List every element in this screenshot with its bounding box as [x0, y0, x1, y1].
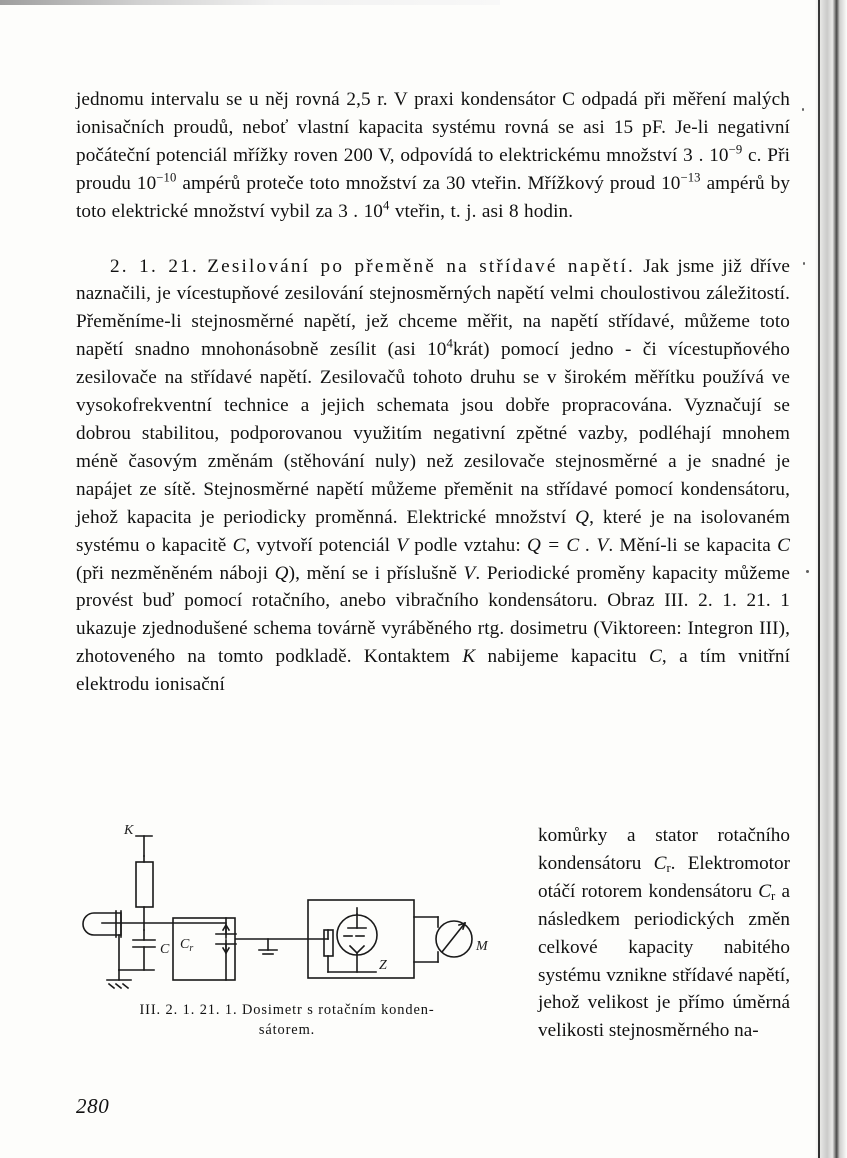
caption-line-2: sátorem.	[258, 1022, 316, 1038]
label-capacitor-C: C	[160, 942, 170, 957]
body-run: , a tím vnitřní elektrodu ionisační	[76, 646, 790, 696]
exponent: −9	[728, 142, 743, 157]
variable-Cr: C	[653, 852, 667, 874]
label-rotary-capacitor-Cr: $C_r$	[180, 937, 194, 954]
variable-C: C	[232, 534, 246, 556]
earth-hatch	[109, 984, 114, 988]
body-run: a následkem periodických změn celkové kapacity nabitého systému vznikne střídavé napětí, jehož velikost je přímo úměrná velikosti stejnosměrného na-	[538, 880, 790, 1042]
variable-C: C	[777, 534, 790, 556]
variable-Cr: C	[758, 880, 771, 902]
variable-Cr-subscript: r	[666, 860, 671, 875]
text-line: 200 V, odpovídá to elektrickému množství 3 . 10	[343, 144, 729, 166]
figure-and-wrapped-text	[76, 822, 790, 1084]
exponent: −13	[680, 170, 701, 185]
body-run: krát) pomocí jedno - či vícestupňového zesilovače na střídavé napětí. Zesilovačů tohoto druhu se v širokém měřítku používá ve vysokofrekventní technice a jejich schemata jsou dobře propracována. Vyznačují se dobrou stabilitou, podporovanou využitím negativní zpětné vazby, podléhají mnohem méně časovým změnám (stěhování nuly) než zesilovače stejnosměrné a je snadné je napájet ze sítě. Stejnosměrné napětí můžeme přeměnit na střídavé pomocí kondensátoru, jehož kapacita je periodicky proměnná. Elektrické množství	[76, 339, 790, 528]
scan-top-edge-artifact	[0, 0, 500, 5]
section-number: 2. 1. 21.	[110, 255, 199, 277]
variable-V: V	[463, 562, 476, 584]
body-run: . Periodické proměny kapacity můžeme provést buď pomocí rotačního, anebo vibračního kondensátoru. Obraz III. 2. 1. 21. 1 ukazuje zjednodušené schema továrně vyráběného rtg. dosimetru (Viktoreen: Integron III), zhotoveného na tomto podkladě. Kontaktem	[76, 562, 790, 668]
exponent: 4	[382, 198, 390, 213]
text-line: 8 hodin.	[508, 200, 574, 222]
circuit-schematic	[76, 822, 496, 997]
variable-K: K	[462, 646, 476, 668]
wrapped-right-column	[538, 822, 790, 1045]
variable-Cr-subscript: r	[771, 888, 776, 903]
variable-C: C	[648, 646, 662, 668]
variable-Q: Q	[575, 506, 590, 528]
paragraph-intro	[76, 86, 790, 226]
text-line: ampérů proteče toto množství za 30 vteřin. Mřížkový proud 10	[182, 172, 681, 194]
paragraph-section-2-1-21	[76, 253, 790, 700]
caption-line-1: III. 2. 1. 21. 1. Dosimetr s rotačním konden-	[139, 1002, 435, 1018]
body-run: , které je na isolovaném systému o kapacitě	[76, 506, 790, 556]
body-run: ), mění se i příslušně	[288, 562, 464, 584]
body-run: , vytvoří potenciál	[245, 534, 397, 556]
scan-speck	[802, 108, 804, 111]
exponent: −10	[156, 170, 177, 185]
label-contact-K: K	[124, 823, 134, 838]
earth-hatch	[116, 984, 121, 988]
text-line: ampérů by toto elektrické množství vybil za 3 . 10	[76, 172, 791, 222]
tube-cathode	[350, 946, 364, 953]
scan-speck	[803, 262, 805, 265]
label-meter-M: M	[476, 939, 488, 954]
body-run: Jak jsme již dříve naznačili, je vícestupňové zesilování stejnosměrných napětí velmi choulostivou záležitostí. Přeměníme-li stejnosměrné napětí, jež chceme měřit, na napětí střídavé, můžeme toto napětí snadno mnohonásobně zesílit (asi 10	[76, 255, 791, 361]
variable-V: V	[396, 534, 409, 556]
body-run: podle vztahu:	[408, 534, 527, 556]
body-run: . Mění-li se kapacita	[608, 534, 778, 556]
series-resistor	[136, 862, 153, 907]
scan-speck	[806, 570, 809, 573]
text-line: c. Při proudu 10	[76, 144, 790, 194]
formula-charge-capacitance-voltage: Q = C . V	[526, 534, 609, 556]
earth-hatch	[123, 984, 128, 988]
body-run: (při nezměněném náboji	[76, 562, 275, 584]
book-gutter-shadow	[795, 0, 847, 1158]
text-line: rovná se asi 15 pF. Je-li negativní počáteční potenciál mřížky roven	[76, 116, 790, 166]
main-text-block	[76, 86, 790, 699]
text-line: při měření malých ionisačních proudů, neboť vlastní kapacita systému	[76, 89, 790, 138]
variable-Q: Q	[274, 562, 289, 584]
book-gutter-edge-line	[818, 0, 820, 1158]
body-run: nabijeme kapacitu	[475, 646, 649, 668]
text-line: vteřin, t. j. asi	[394, 200, 504, 222]
meter-needle	[442, 923, 465, 952]
section-title: Zesilování po přeměně na střídavé napětí.	[207, 255, 635, 277]
body-run: . Elektromotor otáčí rotorem kondensátoru	[538, 852, 790, 902]
figure-dosimeter-circuit-diagram	[76, 822, 496, 1038]
exponent: 4	[446, 336, 453, 351]
text-line: jednomu intervalu se u něj rovná 2,5 r. V praxi kondensátor C odpadá	[76, 89, 638, 110]
body-run: komůrky a stator rotačního kondensátoru	[538, 825, 790, 874]
figure-caption	[92, 1000, 482, 1040]
page-number: 280	[76, 1094, 110, 1118]
label-amplifier-Z: Z	[379, 958, 387, 973]
right-column-text	[538, 822, 790, 1045]
